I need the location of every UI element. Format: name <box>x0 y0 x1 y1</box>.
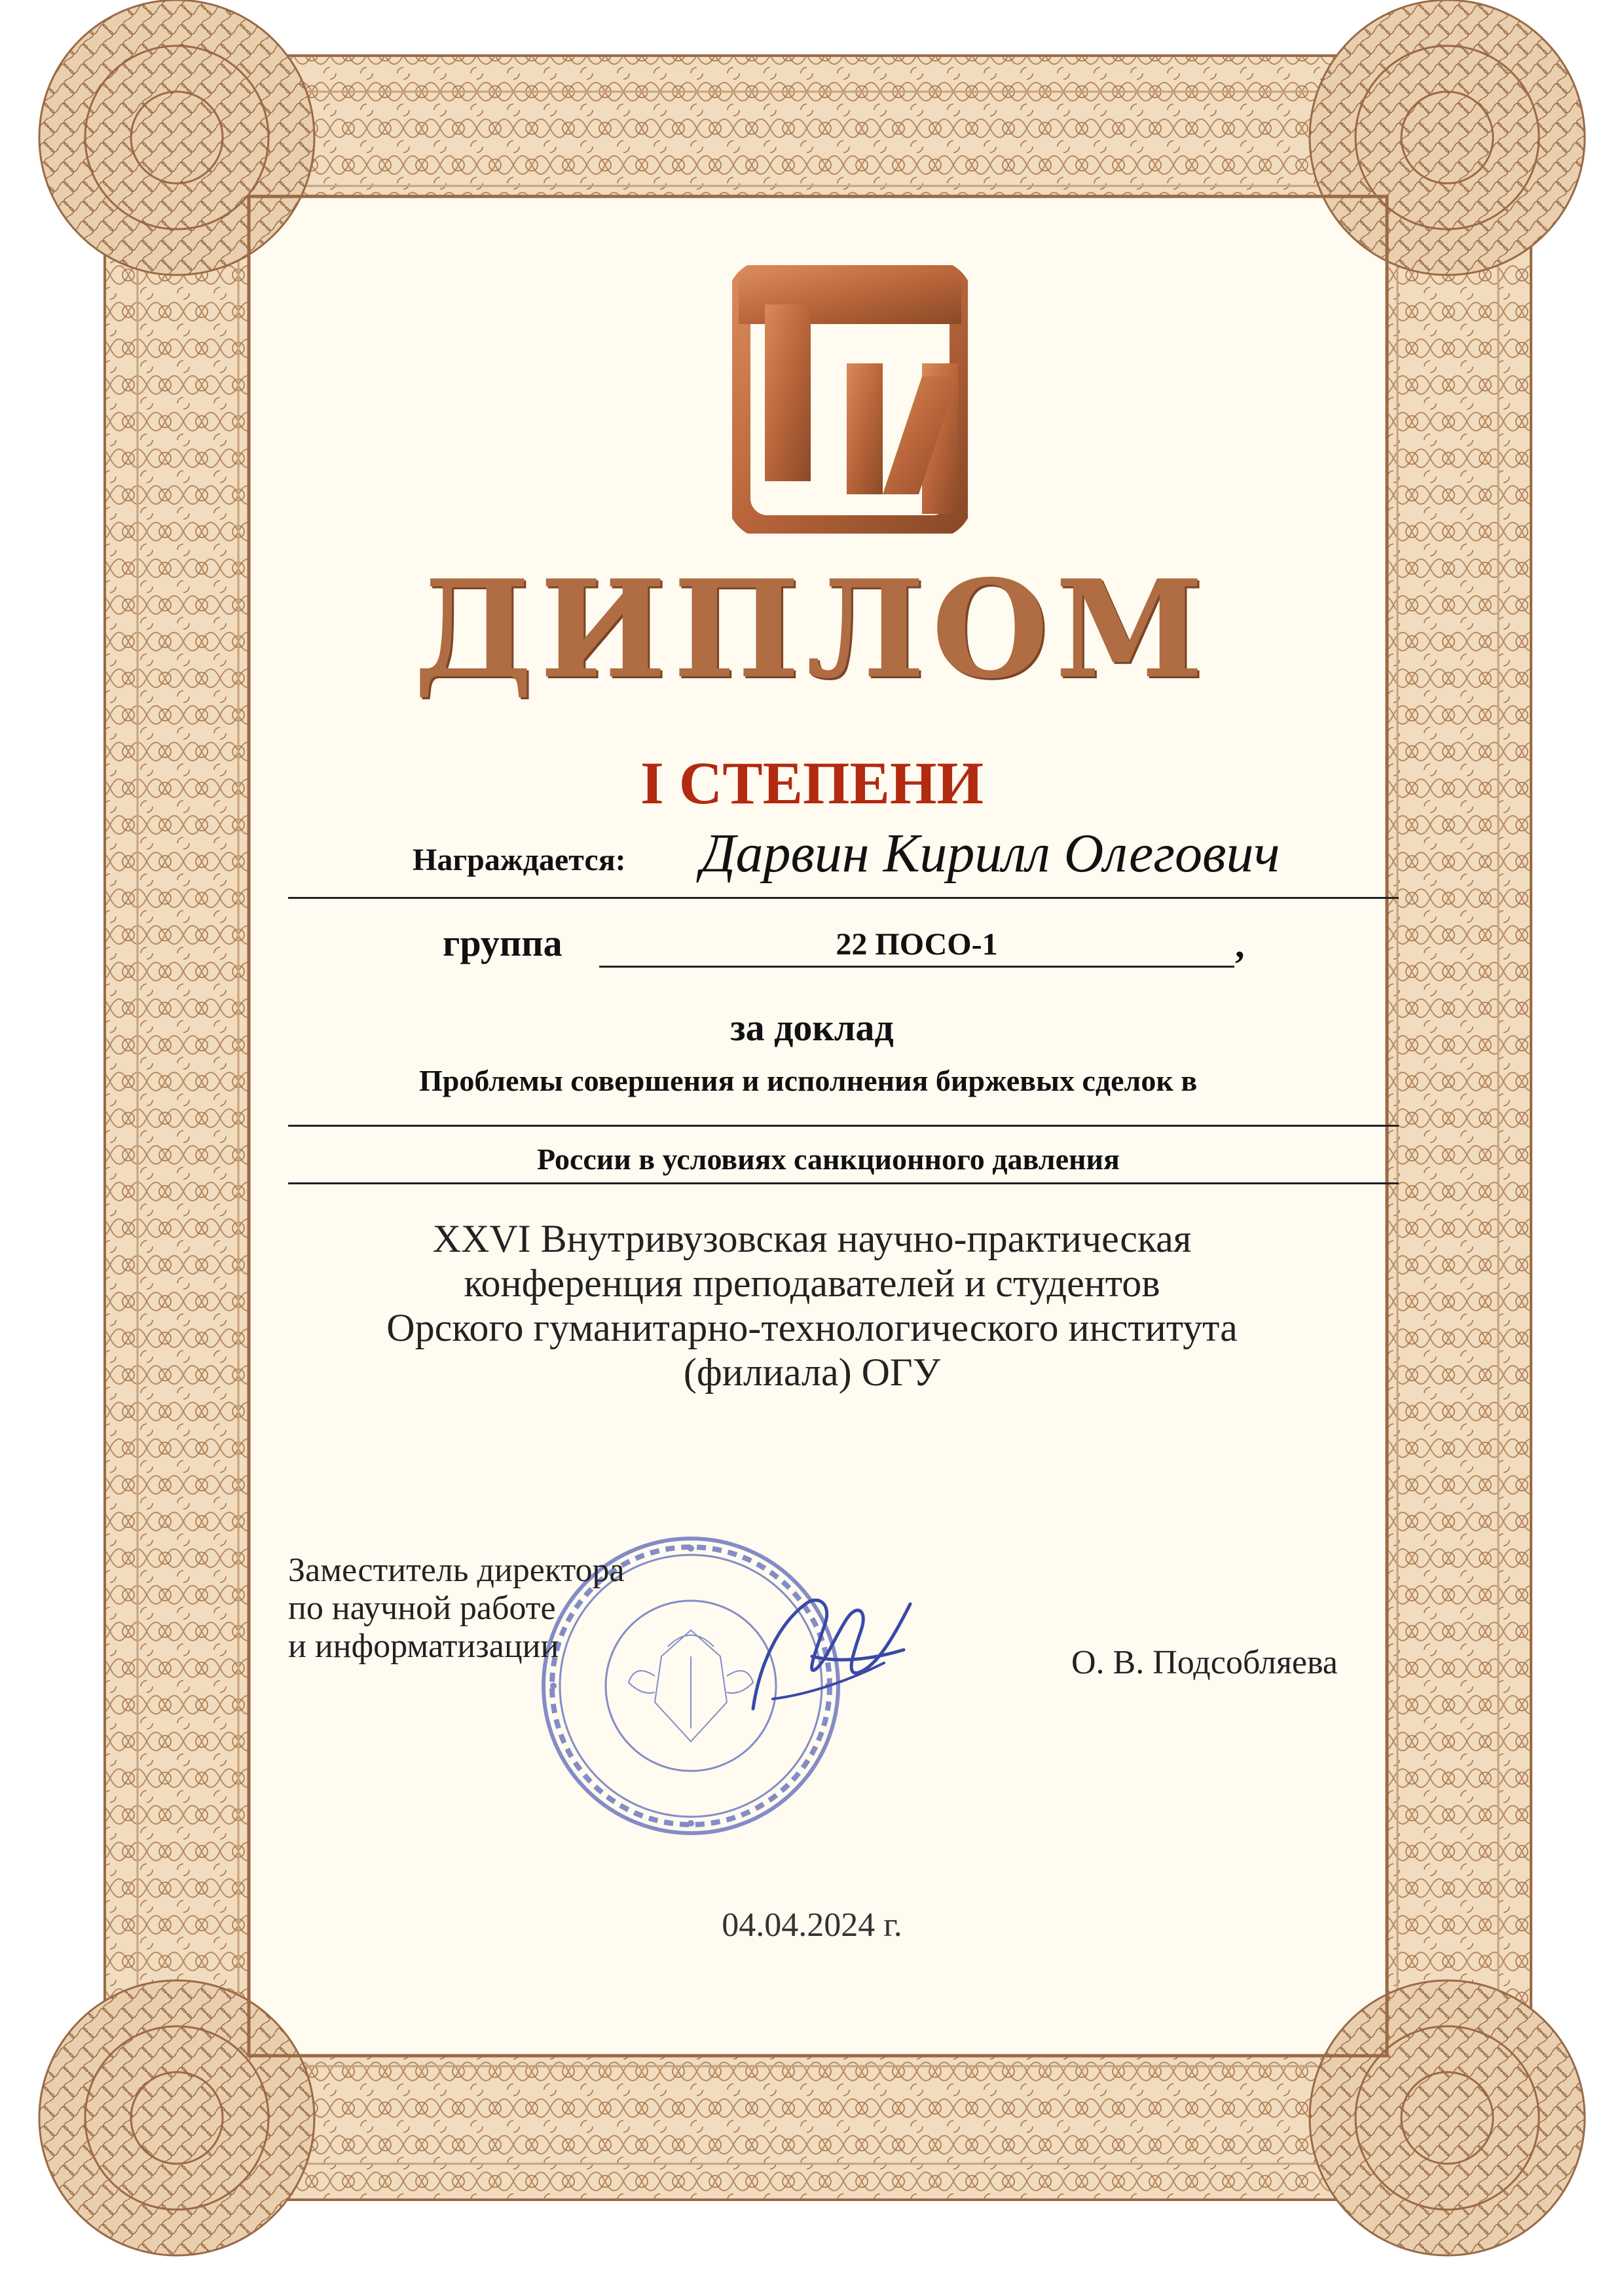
institute-logo <box>732 265 968 534</box>
report-label: за доклад <box>730 1006 894 1049</box>
issue-date: 04.04.2024 г. <box>722 1906 902 1944</box>
group-value: 22 ПОСО-1 <box>836 927 998 962</box>
conference-line: конференция преподавателей и студентов <box>464 1262 1160 1305</box>
signature <box>733 1565 930 1735</box>
conference-line: (филиала) ОГУ <box>683 1351 941 1394</box>
report-title-line2: России в условиях санкционного давления <box>537 1142 1120 1176</box>
report-title-line1: Проблемы совершения и исполнения биржевых сделок в <box>419 1064 1198 1097</box>
divider <box>288 897 1399 899</box>
conference-line: XXVI Внутривузовская научно-практическая <box>432 1217 1192 1260</box>
group-label: группа <box>443 922 563 964</box>
signer-title-line: и информатизации <box>288 1628 559 1665</box>
divider <box>288 1182 1399 1184</box>
divider <box>288 1125 1399 1127</box>
awardee-name: Дарвин Кирилл Олегович <box>701 823 1280 884</box>
conference-line: Орского гуманитарно-технологического института <box>386 1306 1238 1349</box>
signer-title-line: Заместитель директора <box>288 1552 625 1589</box>
group-suffix: , <box>1235 923 1245 966</box>
conference-block <box>0 1216 1624 1394</box>
signer-title <box>288 1552 625 1666</box>
awarded-label: Награждается: <box>413 843 626 877</box>
diploma-title: ДИПЛОМ <box>413 551 1211 708</box>
signer-title-line: по научной работе <box>288 1590 556 1627</box>
signer-name: О. В. Подсобляева <box>1071 1644 1338 1681</box>
degree-label: I СТЕПЕНИ <box>640 750 984 816</box>
group-underline <box>599 966 1234 968</box>
